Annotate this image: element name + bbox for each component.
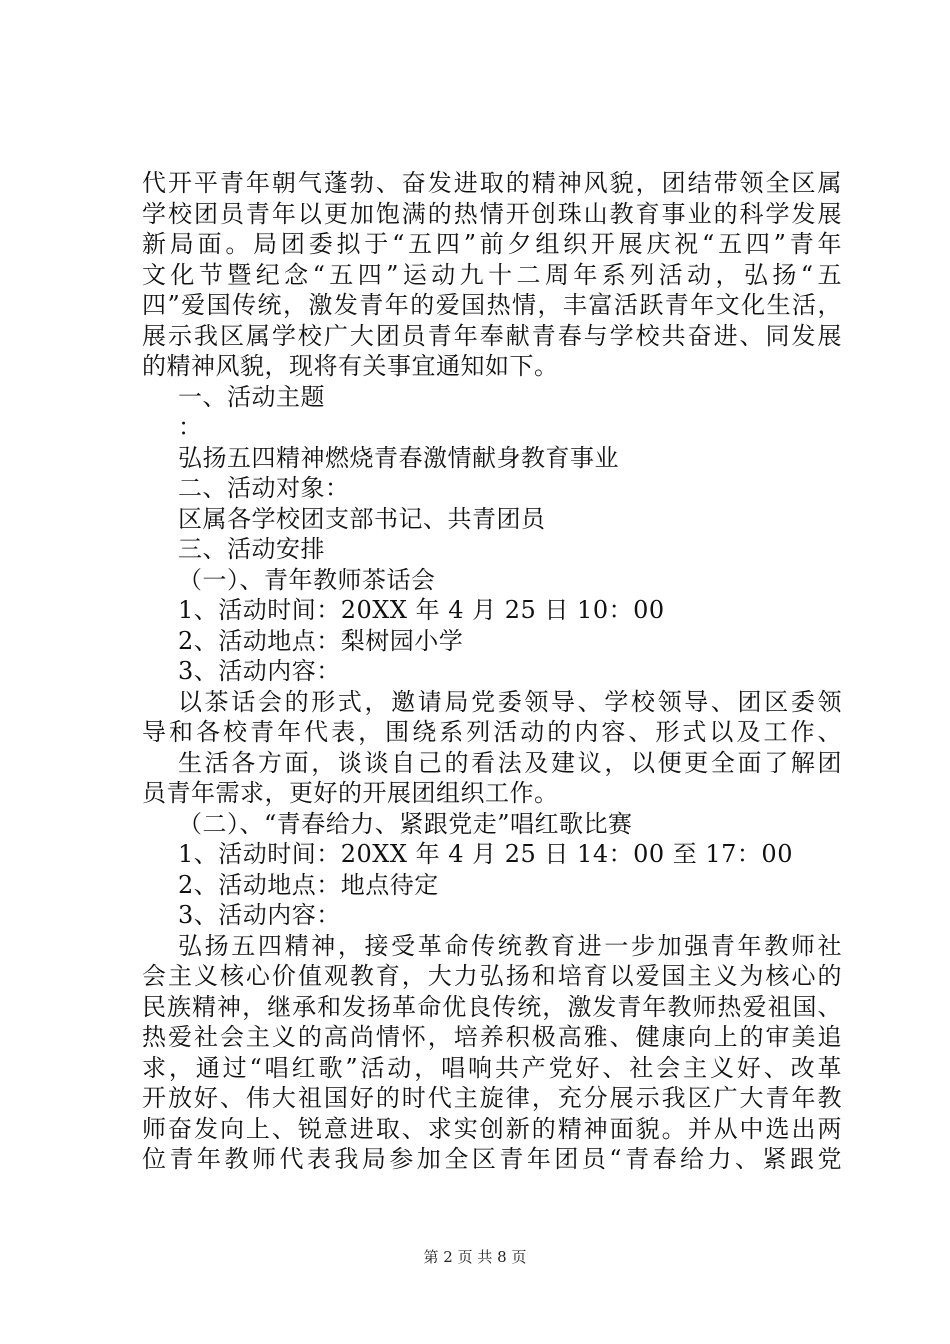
list-item-content: 3、活动内容：	[178, 901, 341, 929]
list-item-time: 1、活动时间：20XX 年 4 月 25 日 14：00 至 17：00	[178, 840, 793, 868]
paragraph-line: 导和各校青年代表，围绕系列活动的内容、形式以及工作、	[142, 718, 842, 746]
page-number-footer: 第 2 页 共 8 页	[423, 1248, 527, 1266]
paragraph-line: 位青年教师代表我局参加全区青年团员“青春给力、紧跟党	[142, 1145, 842, 1173]
paragraph-line: 学校团员青年以更加饱满的热情开创珠山教育事业的科学发展	[142, 199, 842, 228]
document-body	[142, 168, 842, 1175]
list-item-location: 2、活动地点：梨树园小学	[178, 626, 464, 655]
paragraph-line: 求，通过“唱红歌”活动，唱响共产党好、社会主义好、改革	[142, 1053, 842, 1082]
paragraph-line: 的精神风貌，现将有关事宜通知如下。	[142, 352, 559, 380]
list-item-content: 3、活动内容：	[178, 657, 341, 685]
colon-line: ：	[178, 413, 203, 441]
theme-text: 弘扬五四精神燃烧青春激情献身教育事业	[178, 443, 619, 472]
paragraph-line: 新局面。局团委拟于“五四”前夕组织开展庆祝“五四”青年	[142, 230, 842, 258]
subsection-heading-tea-party: （一）、青年教师茶话会	[178, 565, 436, 594]
paragraph-line: 展示我区属学校广大团员青年奉献青春与学校共奋进、同发展	[142, 321, 842, 350]
section-heading-arrangement: 三、活动安排	[178, 535, 325, 563]
paragraph-line: 弘扬五四精神，接受革命传统教育进一步加强青年教师社	[178, 931, 842, 960]
paragraph-line: 四”爱国传统，激发青年的爱国热情，丰富活跃青年文化生活，	[142, 291, 842, 319]
paragraph-line: 会主义核心价值观教育，大力弘扬和培育以爱国主义为核心的	[142, 962, 842, 990]
paragraph-line: 文化节暨纪念“五四”运动九十二周年系列活动，弘扬“五	[142, 260, 842, 289]
paragraph-line: 师奋发向上、锐意进取、求实创新的精神面貌。并从中选出两	[142, 1114, 842, 1143]
paragraph-line: 以茶话会的形式，邀请局党委领导、学校领导、团区委领	[178, 687, 842, 716]
list-item-time: 1、活动时间：20XX 年 4 月 25 日 10：00	[178, 596, 665, 624]
section-heading-audience: 二、活动对象：	[178, 474, 350, 502]
audience-text: 区属各学校团支部书记、共青团员	[178, 504, 546, 533]
paragraph-line: 代开平青年朝气蓬勃、奋发进取的精神风貌，团结带领全区属	[142, 169, 842, 197]
paragraph-line: 员青年需求，更好的开展团组织工作。	[142, 779, 559, 807]
list-item-location: 2、活动地点：地点待定	[178, 870, 439, 899]
subsection-heading-song-contest: （二）、“青春给力、紧跟党走”唱红歌比赛	[178, 809, 633, 838]
paragraph-line: 生活各方面，谈谈自己的看法及建议，以便更全面了解团	[178, 748, 842, 777]
section-heading-theme: 一、活动主题	[178, 382, 325, 411]
paragraph-line: 热爱社会主义的高尚情怀，培养积极高雅、健康向上的审美追	[142, 1023, 842, 1051]
paragraph-line: 开放好、伟大祖国好的时代主旋律，充分展示我区广大青年教	[142, 1084, 842, 1112]
paragraph-line: 民族精神，继承和发扬革命优良传统，激发青年教师热爱祖国、	[142, 992, 842, 1021]
